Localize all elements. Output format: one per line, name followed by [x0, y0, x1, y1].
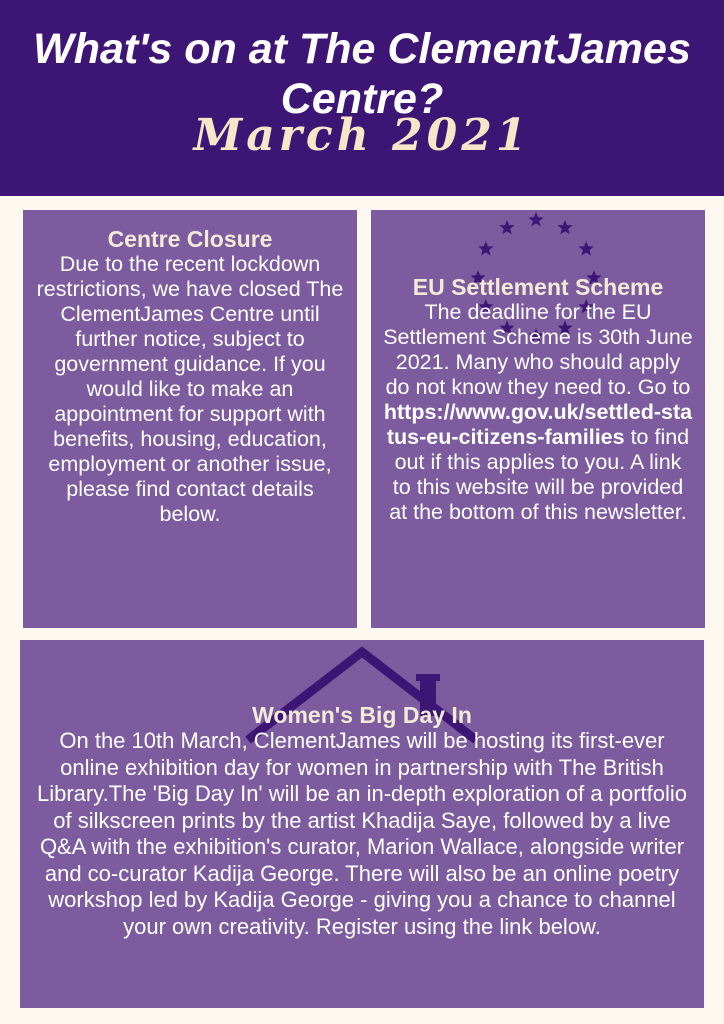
eu-settlement-link[interactable]: https://www.gov.uk/settled-status-eu-citizens-families: [383, 400, 693, 449]
header-banner: [0, 0, 724, 196]
page-title: What's on at The ClementJames Centre?: [33, 25, 691, 123]
page-subtitle: March 2021: [193, 110, 531, 161]
womens-big-day-panel: [20, 640, 704, 1008]
centre-closure-title: Centre Closure: [107, 226, 273, 252]
eu-settlement-title: EU Settlement Scheme: [412, 274, 664, 300]
eu-star: [528, 212, 543, 227]
eu-star: [499, 220, 514, 234]
womens-big-day-title: Women's Big Day In: [252, 702, 472, 728]
eu-star: [579, 241, 594, 256]
womens-big-day-body: On the 10th March, ClementJames will be hosting its first-ever online exhibition day for women in partnership with The British Library.The 'Big Day In' will be an in-depth exploration of a portfolio of silkscreen prints by the artist Khadija Saye, followed by a live Q&A with the exhibition's curator, Marion Wallace, alongside writer and co-curator Kadija George. There will also be an online poetry workshop led by Kadija George - giving you a chance to channel your own creativity. Register using the link below.: [36, 728, 687, 939]
eu-body-text: The deadline for the EU Settlement Scheme is 30th June 2021. Many who should apply do not know they need to. Go to: [383, 300, 693, 399]
centre-closure-body: Due to the recent lockdown restrictions, we have closed The ClementJames Centre until further notice, subject to government guidance. If you would like to make an appointment for support with benefits, housing, education, employment or another issue, please find contact details below.: [36, 252, 344, 526]
eu-star: [557, 220, 572, 234]
eu-star: [478, 241, 493, 256]
eu-settlement-body: [383, 300, 693, 525]
centre-closure-panel: [23, 210, 357, 628]
eu-settlement-panel: [371, 210, 705, 628]
eu-body-text-end: to find out if this applies to you. A link to this website will be provided at the bottom of this newsletter.: [389, 425, 690, 524]
